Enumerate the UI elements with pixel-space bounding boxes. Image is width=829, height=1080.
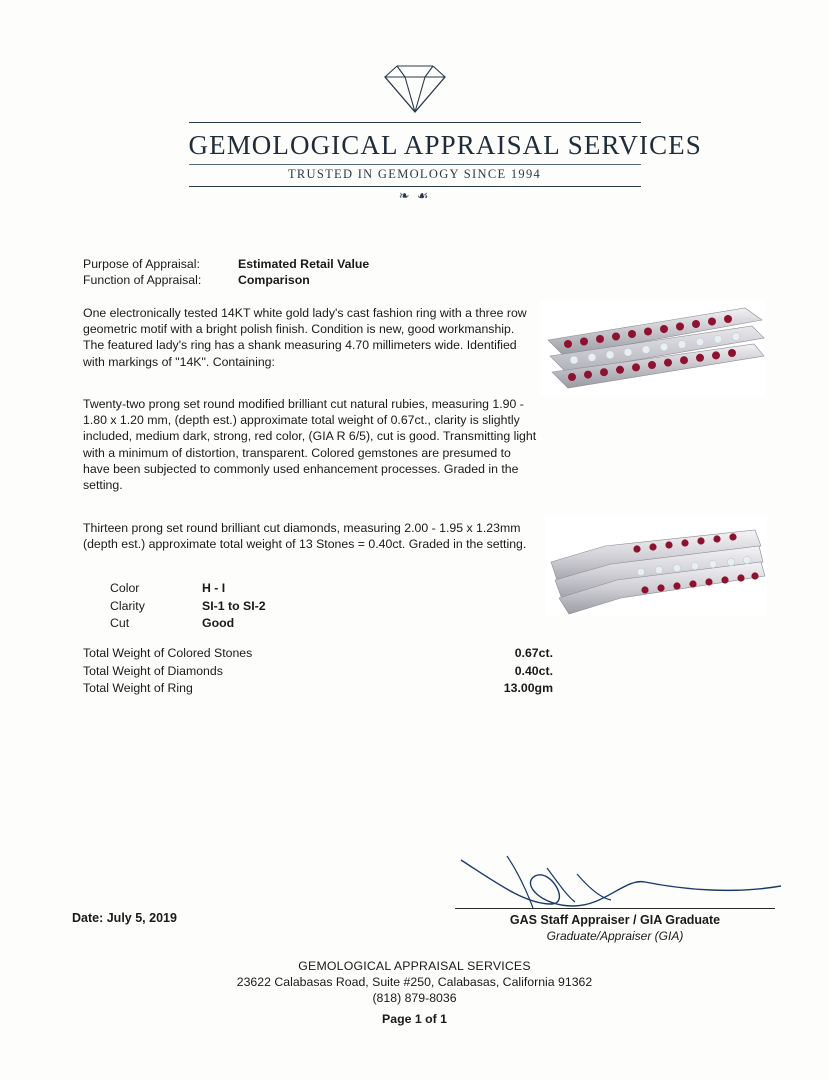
footer-address: 23622 Calabasas Road, Suite #250, Calabasas, California 91362 — [236, 975, 593, 989]
total-key: Total Weight of Ring — [83, 681, 193, 695]
appraiser-credential: Graduate/Appraiser (GIA) — [546, 929, 684, 943]
flourish-ornament — [189, 187, 641, 206]
total-row — [83, 663, 553, 681]
total-value: 13.00gm — [503, 681, 553, 695]
flourish-left-icon: ❧ — [398, 188, 412, 203]
total-key: Total Weight of Colored Stones — [83, 646, 253, 660]
total-key: Total Weight of Diamonds — [83, 663, 223, 678]
document-footer — [0, 958, 829, 1027]
document-header — [0, 62, 829, 206]
appraisal-date: Date: July 5, 2019 — [72, 911, 177, 925]
footer-company: GEMOLOGICAL APPRAISAL SERVICES — [298, 959, 531, 973]
description-paragraph-1: One electronically tested 14KT white gold lady's cast fashion ring with a three row geometric motif with a bright polish finish. Condition is new, good workmanship. The featured lady's ring has a shank measuring 4.70 millimeters wide. Identified with markings of "14K". Containing: — [83, 306, 527, 369]
function-value: Comparison — [238, 273, 310, 287]
diamond-grading-specs — [110, 580, 266, 633]
purpose-row — [83, 256, 369, 272]
total-row — [83, 645, 553, 663]
spec-row — [110, 580, 266, 598]
appraiser-name: GAS Staff Appraiser / GIA Graduate — [509, 913, 721, 927]
brand-title: GEMOLOGICAL APPRAISAL SERVICES — [188, 130, 702, 160]
total-row — [83, 680, 553, 698]
spec-key: Cut — [110, 616, 130, 630]
total-value: 0.67ct. — [514, 646, 553, 660]
spec-value: H - I — [202, 581, 226, 595]
spec-value: SI-1 to SI-2 — [202, 598, 266, 613]
ring-photo-top-view — [540, 300, 765, 396]
flourish-right-icon: ☙ — [416, 188, 431, 203]
ring-photo-angle-view — [545, 516, 767, 616]
appraiser-signature — [455, 852, 785, 914]
spec-row — [110, 598, 266, 616]
function-row — [83, 272, 369, 288]
spec-value: Good — [202, 616, 235, 630]
purpose-label: Purpose of Appraisal: — [83, 257, 200, 271]
total-value: 0.40ct. — [514, 663, 553, 678]
signature-line — [455, 908, 775, 909]
totals-block — [83, 645, 553, 698]
description-paragraph-3: Thirteen prong set round brilliant cut diamonds, measuring 2.00 - 1.95 x 1.23mm (depth est.) approximate total weight of 13 Stones = 0.40ct. Graded in the setting. — [83, 521, 527, 552]
purpose-block — [83, 256, 369, 288]
spec-row — [110, 615, 266, 633]
function-label: Function of Appraisal: — [83, 273, 202, 287]
description-paragraph-2: Twenty-two prong set round modified brilliant cut natural rubies, measuring 1.90 - 1.80 x 1.20 mm, (depth est.) approximate total weight of 0.67ct., clarity is slightly included, medium dark, strong, red color, (GIA R 6/5), cut is good. Transmitting light with a minimum of distortion, transparent. Colored gemstones are presumed to have been subjected to commonly used enhancement processes. Graded in the setting. — [83, 397, 537, 493]
footer-page-number: Page 1 of 1 — [382, 1012, 447, 1026]
brand-subtitle: TRUSTED IN GEMOLOGY SINCE 1994 — [287, 167, 542, 181]
purpose-value: Estimated Retail Value — [238, 257, 370, 271]
diamond-icon — [367, 62, 463, 116]
spec-key: Clarity — [110, 598, 145, 613]
spec-key: Color — [110, 581, 140, 595]
brand-block — [188, 122, 702, 206]
footer-phone: (818) 879-8036 — [372, 991, 457, 1005]
